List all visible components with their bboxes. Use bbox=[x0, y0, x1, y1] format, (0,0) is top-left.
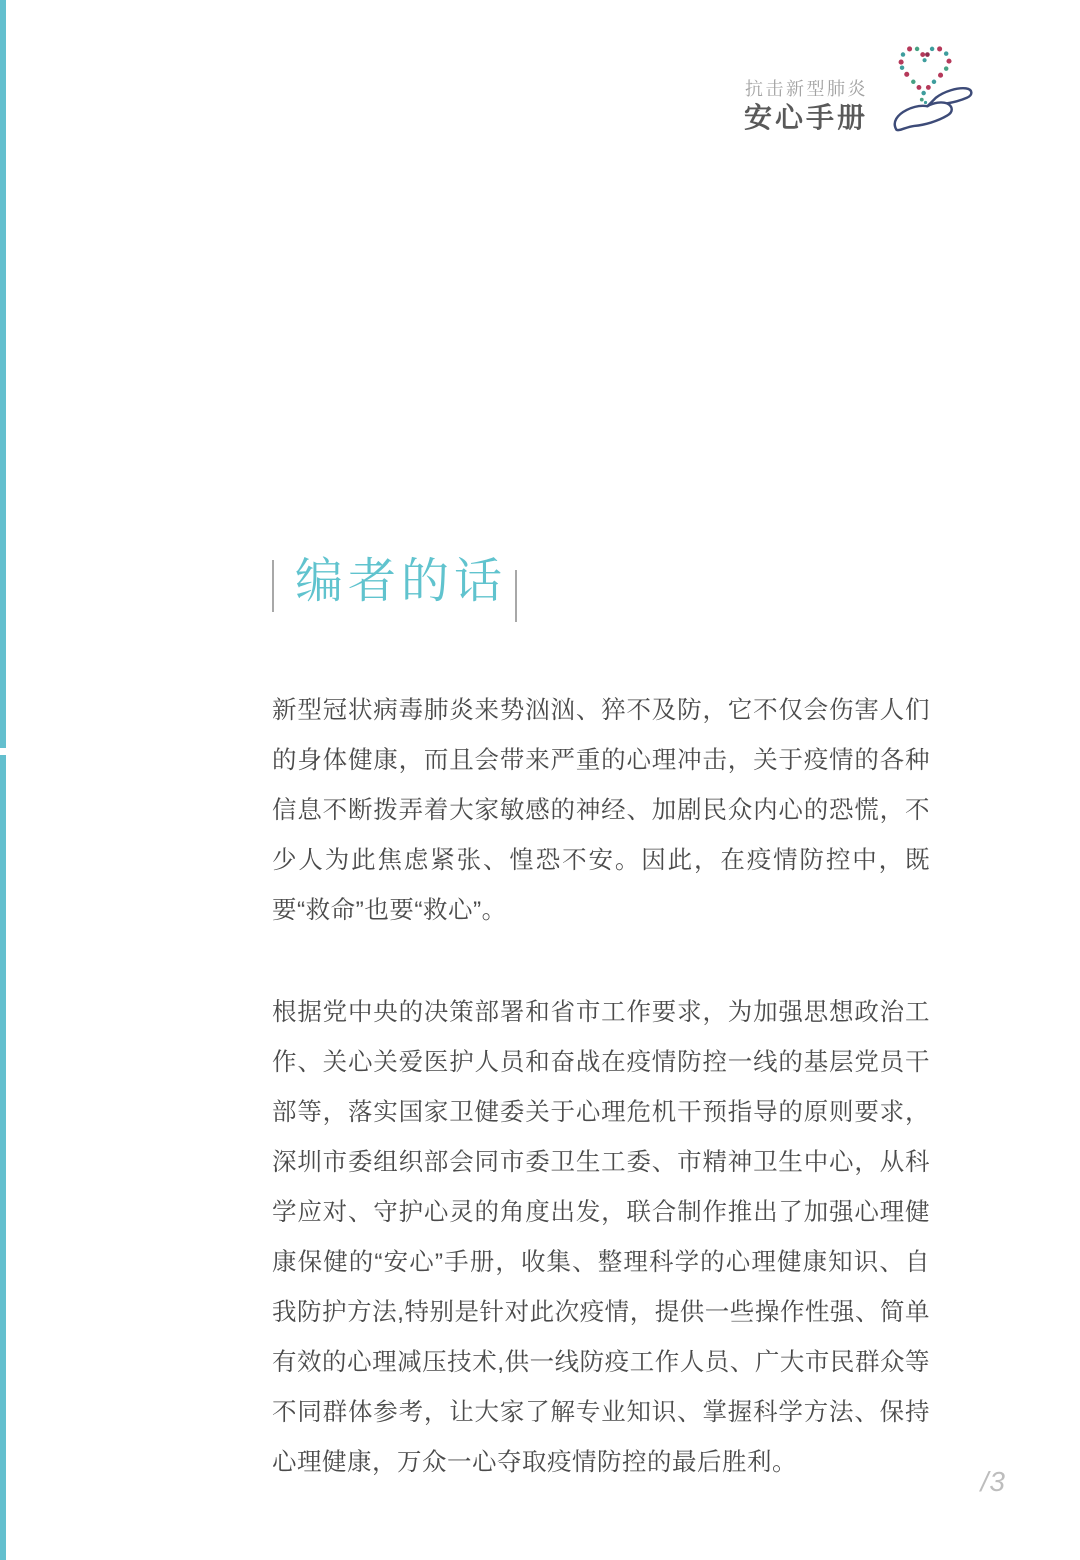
header-text-block bbox=[744, 52, 868, 137]
header-tagline: 抗击新型肺炎 bbox=[745, 78, 868, 99]
left-accent-bar-bottom bbox=[0, 755, 6, 1560]
section-title-row bbox=[272, 552, 930, 622]
main-content bbox=[272, 552, 930, 1488]
title-right-bar bbox=[515, 570, 517, 622]
page-number: /3 bbox=[980, 1466, 1006, 1497]
giving-hand-icon bbox=[895, 88, 972, 130]
body-copy bbox=[272, 686, 930, 1488]
header-logo bbox=[744, 42, 980, 146]
page-title: 编者的话 bbox=[295, 555, 508, 608]
paragraph-1: 新型冠状病毒肺炎来势汹汹、猝不及防，它不仅会伤害人们的身体健康，而且会带来严重的心理冲击，关于疫情的各种信息不断拨弄着大家敏感的神经、加剧民众内心的恐慌，不少人为此焦虑紧张、惶恐不安。因此，在疫情防控中，既要“救命”也要“救心”。 bbox=[272, 697, 930, 924]
flower-heart-icon bbox=[899, 46, 952, 104]
left-accent-bar-top bbox=[0, 0, 6, 748]
paragraph-2: 根据党中央的决策部署和省市工作要求，为加强思想政治工作、关心关爱医护人员和奋战在疫情防控一线的基层党员干部等，落实国家卫健委关于心理危机干预指导的原则要求，深圳市委组织部会同市委卫生工委、市精神卫生中心，从科学应对、守护心灵的角度出发，联合制作推出了加强心理健康保健的“安心”手册，收集、整理科学的心理健康知识、自我防护方法,特别是针对此次疫情，提供一些操作性强、简单有效的心理减压技术,供一线防疫工作人员、广大市民群众等不同群体参考，让大家了解专业知识、掌握科学方法、保持心理健康，万众一心夺取疫情防控的最后胜利。 bbox=[272, 999, 930, 1476]
flower-heart-over-giving-hand-icon bbox=[872, 42, 980, 146]
title-left-bar bbox=[272, 560, 274, 612]
header-title: 安心手册 bbox=[743, 102, 868, 134]
